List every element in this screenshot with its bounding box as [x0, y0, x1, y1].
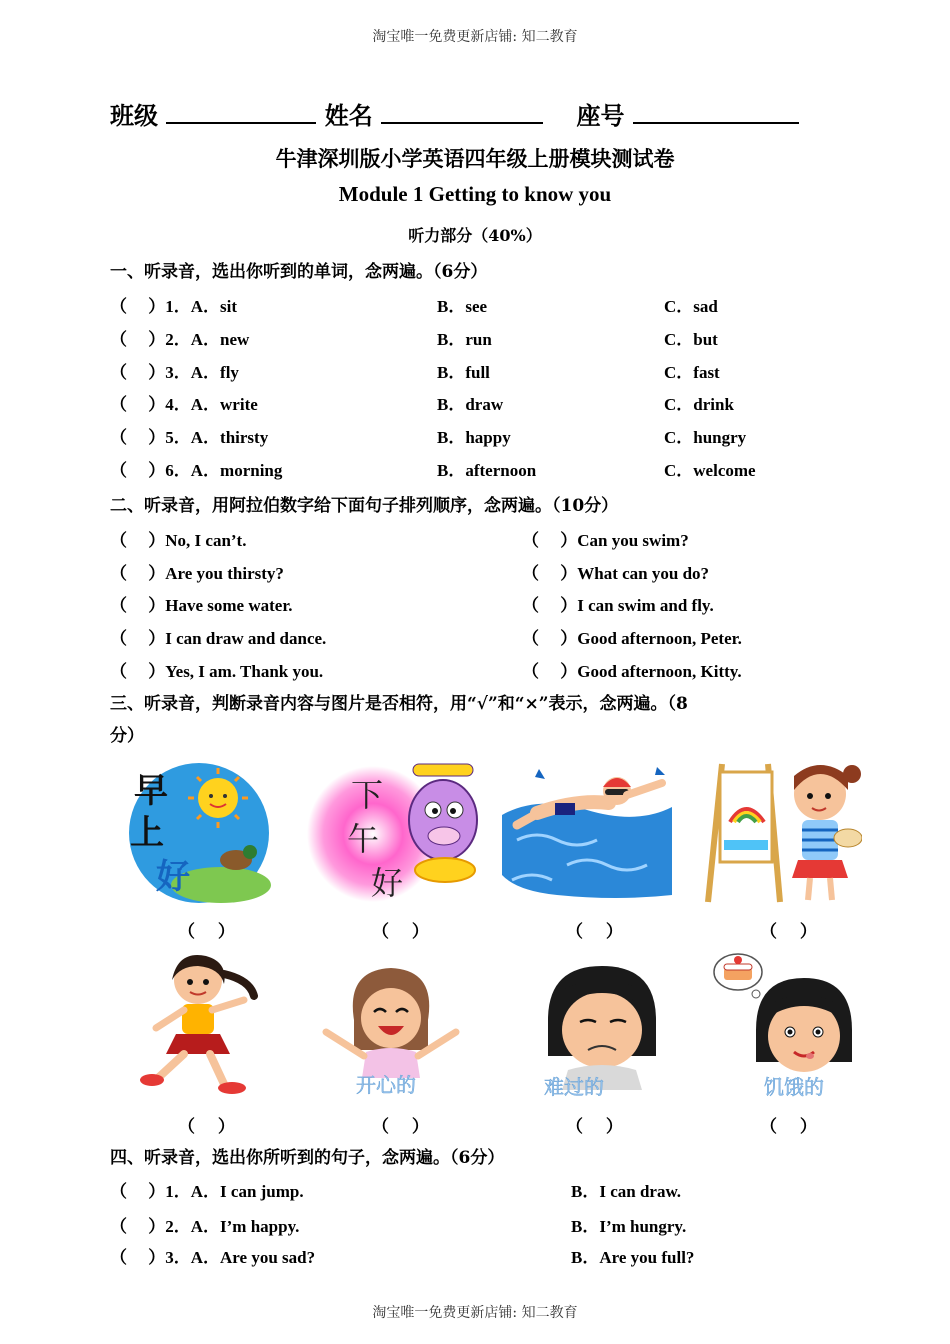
list-item — [110, 390, 850, 416]
q4-option-a: （ ）3．A．Are you sad? — [110, 1248, 316, 1267]
list-item — [110, 456, 850, 482]
answer-paren: （ ） — [566, 1117, 623, 1137]
q2-right-sentence: （ ）Good afternoon, Peter. — [522, 629, 742, 648]
girl-painter-icon — [792, 765, 862, 900]
list-item — [110, 624, 850, 650]
q1-option-c: C．fast — [664, 363, 720, 382]
painting-picture — [702, 754, 862, 904]
q4-option-a: （ ）2．A．I’m happy. — [110, 1217, 300, 1236]
pic1-char-1: 早 — [134, 771, 168, 811]
happy-picture — [316, 960, 466, 1100]
q2-left-sentence: （ ）I can draw and dance. — [110, 629, 327, 648]
list-item — [110, 559, 850, 585]
q1-option-c: C．sad — [664, 297, 718, 316]
section-4-heading: 四、听录音，选出你所听到的句子，念两遍。（6分） — [110, 1148, 505, 1168]
q2-right-sentence: （ ）I can swim and fly. — [522, 596, 714, 615]
q2-left-sentence: （ ）Are you thirsty? — [110, 564, 284, 583]
swimming-picture — [497, 755, 677, 901]
good-morning-picture — [126, 760, 272, 906]
listening-part-title: 听力部分（40%） — [408, 226, 542, 245]
q1-option-b: B．afternoon — [437, 461, 537, 480]
class-blank — [166, 100, 316, 124]
q1-option-b: B．run — [437, 330, 492, 349]
q1-option-b: B．happy — [437, 428, 511, 447]
list-item — [110, 526, 850, 552]
sad-caption: 难过的 — [544, 1075, 604, 1099]
hungry-caption: 饥饿的 — [764, 1075, 824, 1099]
q2-left-sentence: （ ）Have some water. — [110, 596, 293, 615]
list-item — [110, 657, 850, 683]
cow-mascot-icon — [409, 764, 477, 882]
list-item — [110, 1177, 850, 1203]
module-title: Module 1 Getting to know you — [338, 182, 612, 206]
student-id-line — [110, 96, 830, 131]
list-item — [110, 358, 850, 384]
list-item — [110, 423, 850, 449]
running-girl-icon — [140, 955, 254, 1094]
pic2-char-2: 午 — [347, 820, 380, 858]
answer-paren: （ ） — [760, 1117, 817, 1137]
paper-title: 牛津深圳版小学英语四年级上册模块测试卷 — [275, 146, 675, 171]
q4-option-b: B．I’m hungry. — [571, 1217, 687, 1236]
seat-label: 座号 — [576, 101, 625, 130]
list-item — [110, 292, 850, 318]
section-1-heading: 一、听录音，选出你听到的单词，念两遍。（6分） — [110, 262, 488, 282]
pic2-char-3: 好 — [371, 864, 404, 902]
answer-paren: （ ） — [372, 922, 429, 942]
list-item — [110, 1243, 850, 1269]
q2-right-sentence: （ ）Good afternoon, Kitty. — [522, 662, 742, 681]
q2-right-sentence: （ ）Can you swim? — [522, 531, 689, 550]
pic1-char-2: 上 — [130, 813, 164, 853]
answer-paren: （ ） — [372, 1117, 429, 1137]
pic2-char-1: 下 — [351, 776, 384, 814]
q1-option-c: C．drink — [664, 395, 734, 414]
q1-option-b: B．full — [437, 363, 490, 382]
q4-option-a: （ ）1．A．I can jump. — [110, 1182, 304, 1201]
hungry-girl-icon — [756, 978, 852, 1072]
sad-girl-icon — [548, 966, 656, 1090]
q1-option-c: C．welcome — [664, 461, 756, 480]
q1-option-a: （ ）4．A．write — [110, 395, 258, 414]
hungry-picture — [712, 950, 862, 1100]
q1-option-c: C．hungry — [664, 428, 747, 447]
q1-option-c: C．but — [664, 330, 718, 349]
class-label: 班级 — [110, 101, 158, 130]
q2-left-sentence: （ ）Yes, I am. Thank you. — [110, 662, 324, 681]
q1-option-a: （ ）1．A．sit — [110, 297, 238, 316]
seat-blank — [633, 100, 799, 124]
name-blank — [381, 100, 543, 124]
q1-option-a: （ ）6．A．morning — [110, 461, 283, 480]
section-3-heading: 三、听录音，判断录音内容与图片是否相符，用“√”和“×”表示，念两遍。（8 — [110, 694, 688, 714]
answer-paren: （ ） — [760, 922, 817, 942]
q4-option-b: B．Are you full? — [571, 1248, 695, 1267]
q2-right-sentence: （ ）What can you do? — [522, 564, 710, 583]
section-3-heading-cont: 分） — [110, 726, 144, 746]
list-item — [110, 1212, 850, 1238]
section-2-heading: 二、听录音，用阿拉伯数字给下面句子排列顺序，念两遍。（10分） — [110, 496, 619, 516]
q4-option-b: B．I can draw. — [571, 1182, 682, 1201]
easel-icon — [708, 764, 780, 902]
q1-option-b: B．see — [437, 297, 488, 316]
good-afternoon-picture — [305, 752, 485, 904]
q1-option-a: （ ）2．A．new — [110, 330, 250, 349]
q1-option-a: （ ）5．A．thirsty — [110, 428, 269, 447]
page-footer: 淘宝唯一免费更新店铺: 知二教育 — [372, 1305, 578, 1321]
name-label: 姓名 — [324, 101, 373, 130]
pic1-char-3: 好 — [156, 857, 190, 897]
happy-caption: 开心的 — [356, 1073, 416, 1097]
sad-picture — [532, 960, 672, 1100]
q1-option-b: B．draw — [437, 395, 504, 414]
answer-paren: （ ） — [566, 922, 623, 942]
answer-paren: （ ） — [178, 922, 235, 942]
list-item — [110, 591, 850, 617]
page-header: 淘宝唯一免费更新店铺: 知二教育 — [372, 29, 578, 45]
running-girl-picture — [128, 950, 268, 1096]
q1-option-a: （ ）3．A．fly — [110, 363, 239, 382]
thought-bubble-cake-icon — [714, 954, 767, 1007]
answer-paren: （ ） — [178, 1117, 235, 1137]
list-item — [110, 325, 850, 351]
q2-left-sentence: （ ）No, I can’t. — [110, 531, 247, 550]
happy-girl-icon — [326, 968, 456, 1078]
